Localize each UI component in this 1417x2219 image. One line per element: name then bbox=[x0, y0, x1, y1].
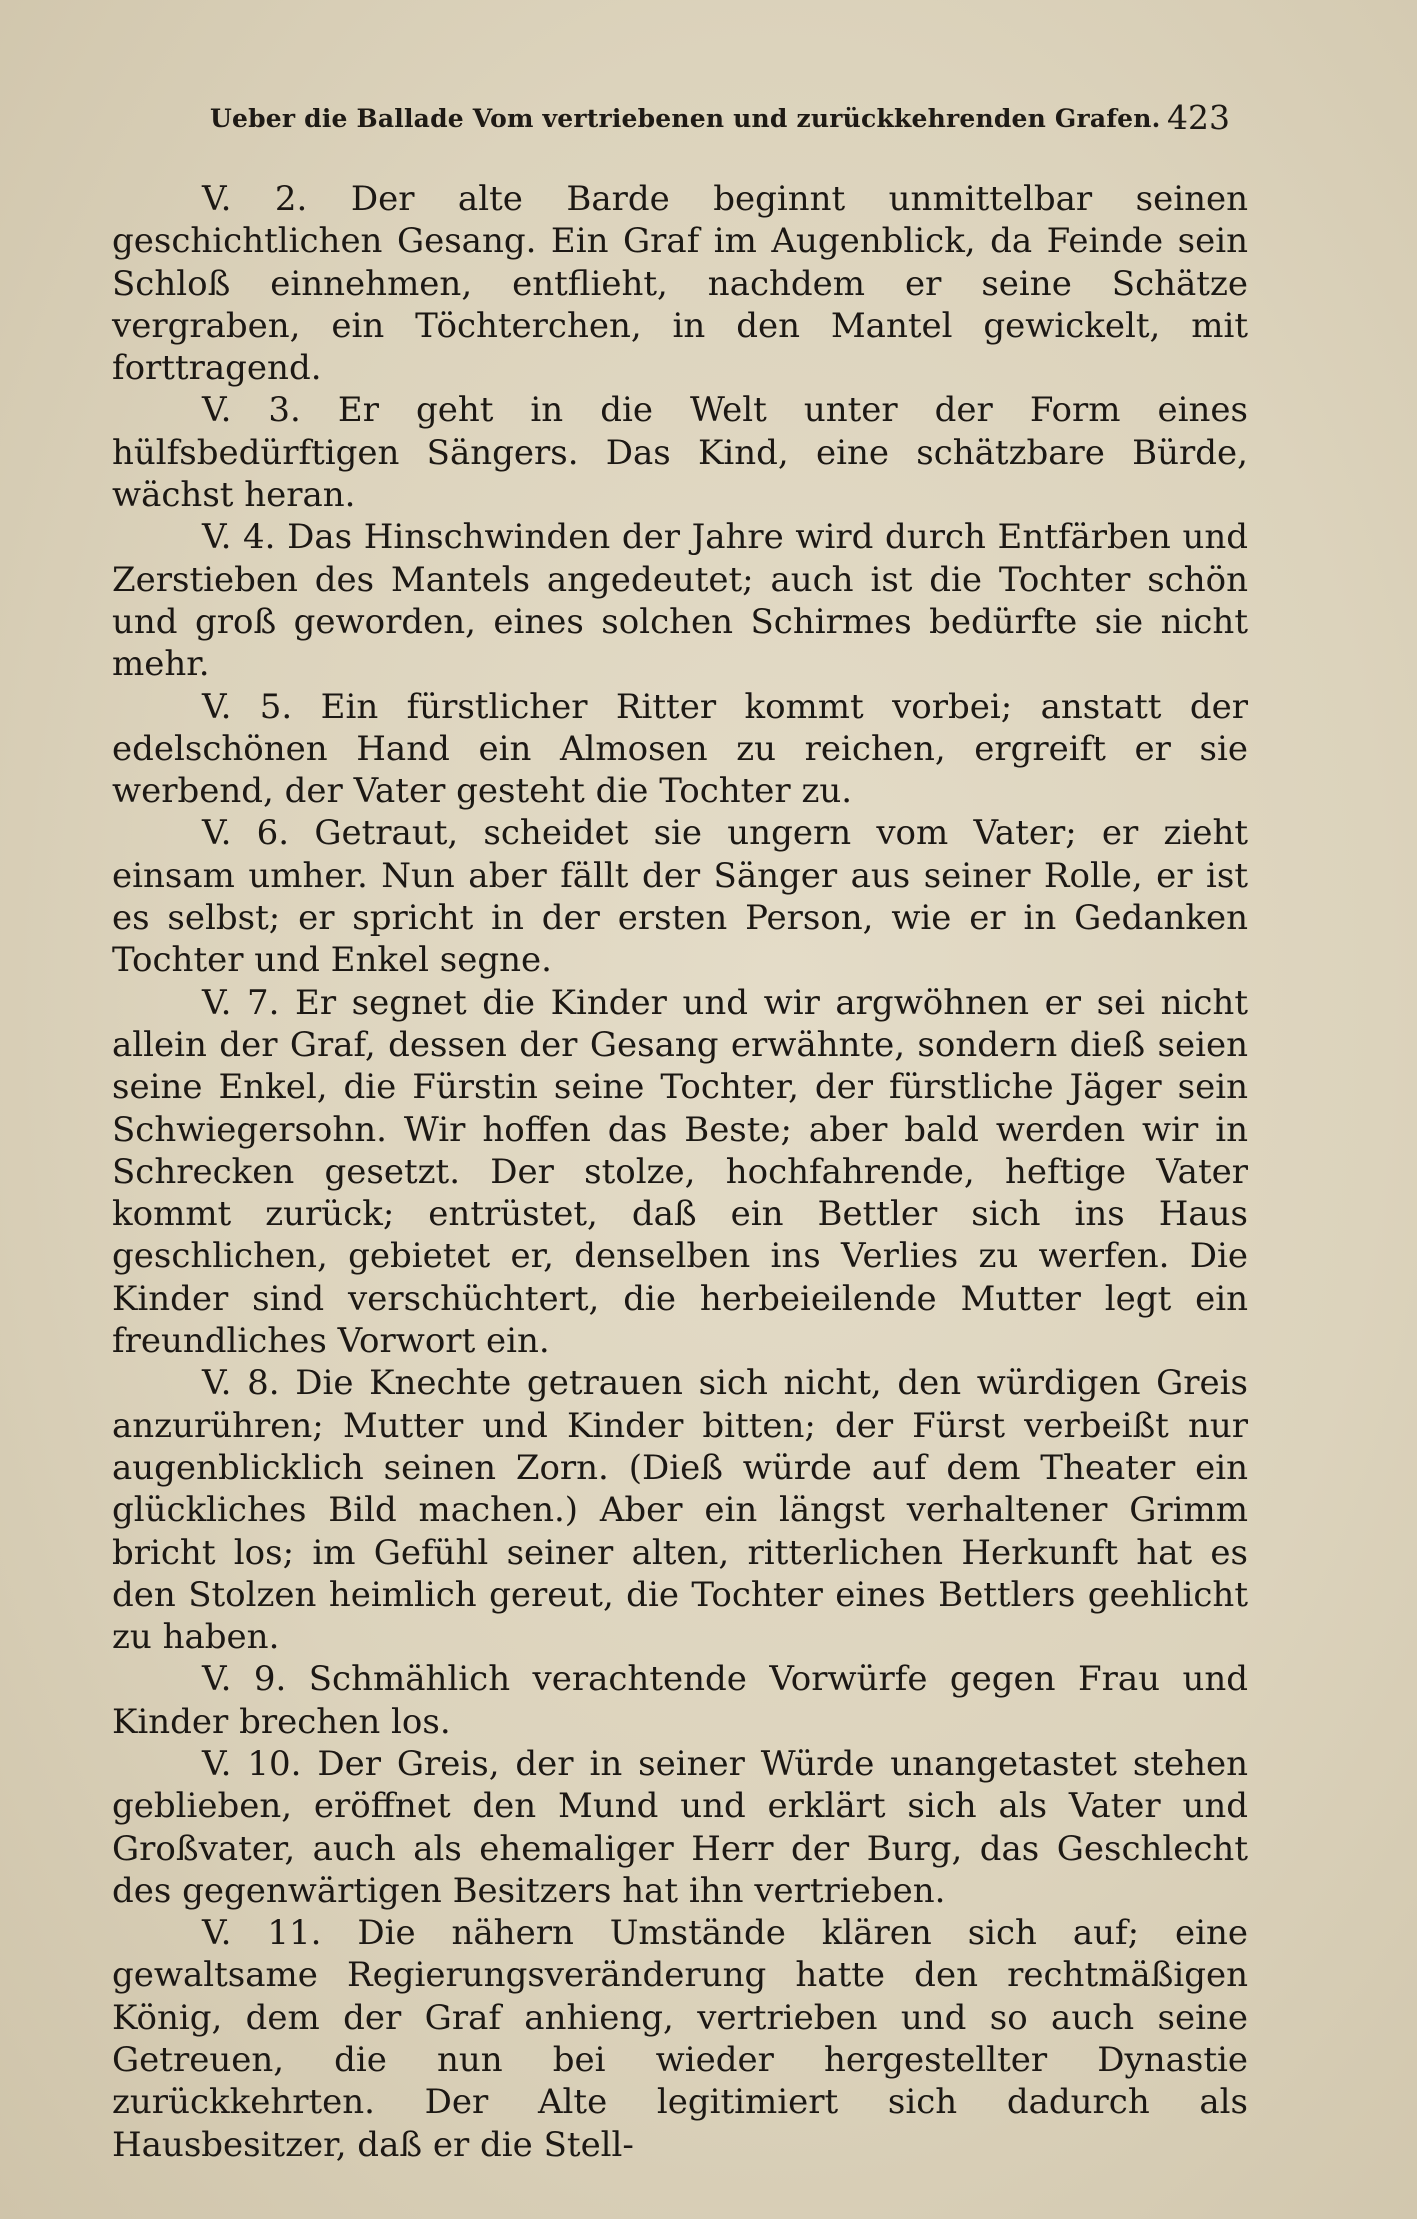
page-number: 423 bbox=[1167, 98, 1230, 137]
verse-label: V. 7. bbox=[202, 982, 280, 1023]
running-title: Ueber die Ballade Vom vertriebenen und zurückkehrenden Grafen. bbox=[210, 104, 1161, 133]
verse-label: V. 3. bbox=[202, 390, 301, 431]
paragraph-text: Der Greis, der in seiner Würde unangetastet stehen geblieben, eröffnet den Mund und erklärt sich als Vater und Großvater, auch als ehemaliger Herr der Burg, das Geschlecht des gegenwärtigen Besitzers hat ihn vertrieben. bbox=[112, 1743, 1248, 1911]
verse-label: V. 2. bbox=[202, 179, 308, 219]
paragraph-text: Ein fürstlicher Ritter kommt vorbei; anstatt der edelschönen Hand ein Almosen zu reichen, ergreift er sie werbend, der Vater gesteht die Tochter zu. bbox=[112, 686, 1248, 812]
paragraph-v3 bbox=[112, 389, 1248, 516]
verse-label: V. 4. bbox=[202, 517, 276, 558]
paragraph-text: Die nähern Umstände klären sich auf; eine gewaltsame Regierungsveränderung hatte den rechtmäßigen König, dem der Graf anhieng, vertrieben und so auch seine Getreuen, die nun bei wieder hergestellter Dynastie zurückkehrten. Der Alte legitimiert sich dadurch als Hausbesitzer, daß er die Stell- bbox=[112, 1913, 1249, 2165]
paragraph-text: Er segnet die Kinder und wir argwöhnen er sei nicht allein der Graf, dessen der Gesang erwähnte, sondern dieß seien seine Enkel, die Fürstin seine Tochter, der fürstliche Jäger sein Schwiegersohn. Wir hoffen das Beste; aber bald werden wir in Schrecken gesetzt. Der stolze, hochfahrende, heftige Vater kommt zurück; entrüstet, daß ein Bettler sich ins Haus geschlichen, gebietet er, denselben ins Verlies zu werfen. Die Kinder sind verschüchtert, die herbeieilende Mutter legt ein freundliches Vorwort ein. bbox=[112, 982, 1248, 1362]
verse-label: V. 11. bbox=[202, 1913, 322, 1954]
paragraph-v5 bbox=[112, 686, 1248, 813]
paragraph-v6 bbox=[112, 812, 1248, 981]
paragraph-text: Die Knechte getrauen sich nicht, den würdigen Greis anzurühren; Mutter und Kinder bitten; der Fürst verbeißt nur augenblicklich seinen Zorn. (Dieß würde auf dem Theater ein glückliches Bild machen.) Aber ein längst verhaltener Grimm bricht los; im Gefühl seiner alten, ritterlichen Herkunft hat es den Stolzen heimlich gereut, die Tochter eines Bettlers geehlicht zu haben. bbox=[112, 1363, 1249, 1658]
paragraph-v10 bbox=[112, 1743, 1248, 1912]
paragraph-text: Schmählich verachtende Vorwürfe gegen Frau und Kinder brechen los. bbox=[112, 1659, 1249, 1742]
paragraph-text: Getraut, scheidet sie ungern vom Vater; er zieht einsam umher. Nun aber fällt der Sänger aus seiner Rolle, er ist es selbst; er spricht in der ersten Person, wie er in Gedanken Tochter und Enkel segne. bbox=[112, 813, 1249, 981]
verse-label: V. 8. bbox=[202, 1363, 280, 1404]
paragraph-text: Das Hinschwinden der Jahre wird durch Entfärben und Zerstieben des Mantels angedeutet; auch ist die Tochter schön und groß geworden, eines solchen Schirmes bedürfte sie nicht mehr. bbox=[112, 517, 1249, 685]
verse-label: V. 6. bbox=[202, 813, 290, 854]
paragraph-v11 bbox=[112, 1912, 1248, 2166]
paragraph-v9 bbox=[112, 1658, 1248, 1743]
body-text bbox=[112, 178, 1248, 2166]
paragraph-v7 bbox=[112, 982, 1248, 1363]
verse-label: V. 10. bbox=[202, 1743, 302, 1784]
running-head bbox=[210, 96, 1230, 146]
verse-label: V. 5. bbox=[202, 686, 293, 727]
paragraph-v2 bbox=[112, 178, 1248, 389]
paragraph-text: Der alte Barde beginnt unmittelbar seinen geschichtlichen Gesang. Ein Graf im Augenblick, da Feinde sein Schloß einnehmen, entflieht, nachdem er seine Schätze vergraben, ein Töchterchen, in den Mantel gewickelt, mit forttragend. bbox=[112, 179, 1249, 389]
verse-label: V. 9. bbox=[202, 1659, 287, 1700]
paragraph-v4 bbox=[112, 516, 1248, 685]
paragraph-text: Er geht in die Welt unter der Form eines hülfsbedürftigen Sängers. Das Kind, eine schätzbare Bürde, wächst heran. bbox=[112, 390, 1248, 516]
paragraph-v8 bbox=[112, 1362, 1248, 1658]
